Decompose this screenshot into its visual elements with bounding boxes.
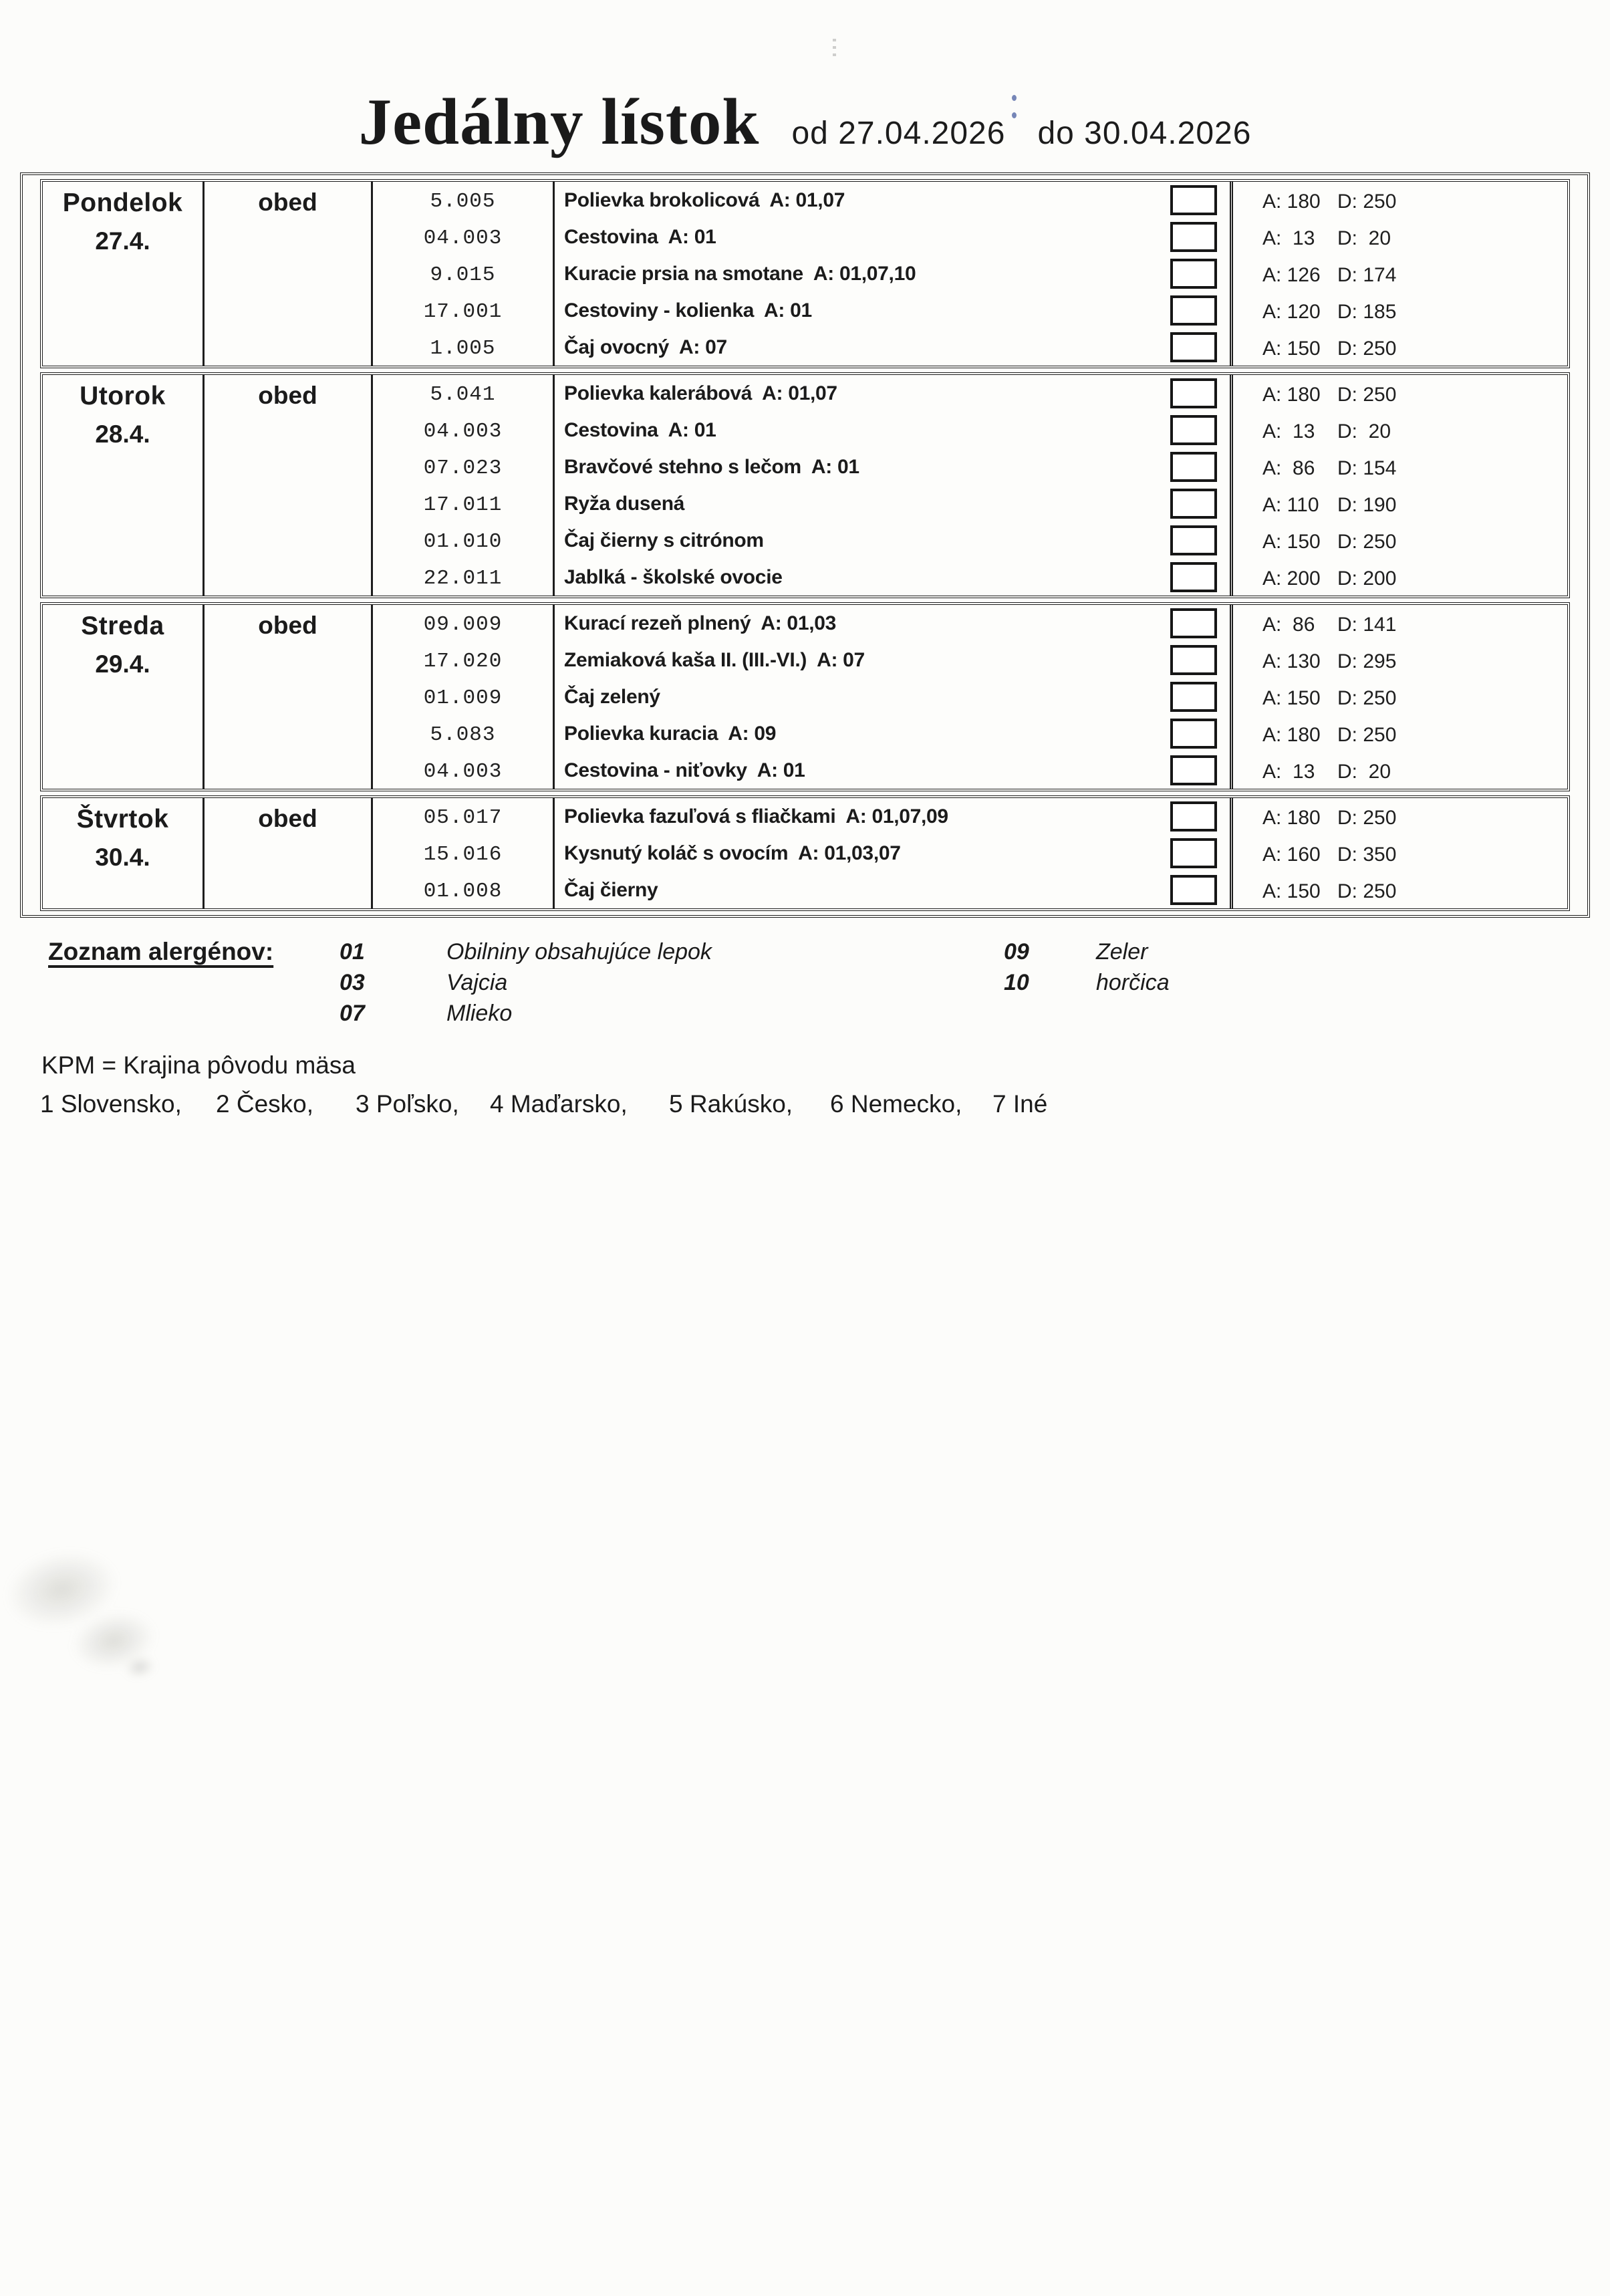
- allergen-code: 07: [340, 1001, 365, 1026]
- page-title: Jedálny lístok: [358, 86, 760, 158]
- portion-d: D: 250: [1337, 190, 1397, 213]
- day-name: Štvrtok: [76, 805, 169, 834]
- checkbox-cell: [1158, 449, 1230, 485]
- day-name: Pondelok: [62, 188, 183, 217]
- dish-name: Čaj zelený: [564, 686, 660, 708]
- dish-code: 04.003: [373, 752, 555, 789]
- allergen-name: Mlieko: [446, 1001, 513, 1026]
- day-cell: [43, 182, 205, 366]
- menu-table: [20, 172, 1590, 918]
- portion-d: D: 190: [1337, 494, 1397, 516]
- portion-cell: [1230, 255, 1567, 292]
- meal-label: obed: [258, 805, 317, 832]
- portion-d: D: 250: [1337, 724, 1397, 746]
- day-block: [40, 795, 1570, 911]
- checkbox-cell: [1158, 678, 1230, 715]
- portion-cell: [1230, 752, 1567, 789]
- kpm-legend: KPM = Krajina pôvodu mäsa: [41, 1051, 356, 1079]
- day-date: 30.4.: [95, 844, 150, 871]
- portion-cell: [1230, 835, 1567, 872]
- portion-a: A: 126: [1262, 264, 1321, 286]
- checkbox-cell: [1158, 798, 1230, 835]
- allergen-name: Vajcia: [446, 970, 508, 995]
- portion-a: A: 180: [1262, 190, 1321, 213]
- portion-d: D: 250: [1337, 338, 1397, 360]
- portion-checkbox: [1170, 415, 1217, 445]
- meal-cell: [205, 375, 373, 596]
- portion-d: D: 20: [1337, 420, 1391, 442]
- portion-checkbox: [1170, 719, 1217, 749]
- dish-code: 04.003: [373, 219, 555, 255]
- dish-code: 05.017: [373, 798, 555, 835]
- checkbox-cell: [1158, 605, 1230, 642]
- portion-checkbox: [1170, 608, 1217, 638]
- portion-checkbox: [1170, 489, 1217, 519]
- date-range-to: do 30.04.2026: [1037, 116, 1252, 151]
- portion-a: A: 150: [1262, 880, 1321, 902]
- ink-speck: [1011, 92, 1017, 123]
- dish-code: 09.009: [373, 605, 555, 642]
- dish-name: Čaj čierny s citrónom: [564, 529, 764, 551]
- allergen-name: horčica: [1096, 970, 1170, 995]
- dish-code: 01.008: [373, 872, 555, 908]
- portion-cell: [1230, 642, 1567, 678]
- portion-d: D: 141: [1337, 614, 1397, 636]
- portion-d: D: 200: [1337, 567, 1397, 590]
- dish-code: 1.005: [373, 329, 555, 366]
- dish-code: 17.011: [373, 485, 555, 522]
- portion-d: D: 185: [1337, 301, 1397, 323]
- portion-a: A: 180: [1262, 724, 1321, 746]
- portion-checkbox: [1170, 332, 1217, 362]
- dish-name: Cestovina - niťovky A: 01: [564, 759, 805, 781]
- portion-a: A: 150: [1262, 531, 1321, 553]
- portion-a: A: 180: [1262, 384, 1321, 406]
- day-name: Streda: [81, 612, 164, 640]
- day-date: 27.4.: [95, 227, 150, 255]
- dish-name: Ryža dusená: [564, 493, 685, 515]
- day-block: [40, 372, 1570, 598]
- checkbox-cell: [1158, 219, 1230, 255]
- portion-cell: [1230, 412, 1567, 449]
- portion-a: A: 120: [1262, 301, 1321, 323]
- day-name: Utorok: [80, 382, 166, 410]
- checkbox-cell: [1158, 182, 1230, 219]
- allergen-name: Obilniny obsahujúce lepok: [446, 939, 712, 965]
- portion-checkbox: [1170, 378, 1217, 408]
- checkbox-cell: [1158, 559, 1230, 596]
- dish-code: 17.001: [373, 292, 555, 329]
- portion-cell: [1230, 292, 1567, 329]
- dish-name: Polievka fazuľová s fliačkami A: 01,07,09: [564, 805, 948, 827]
- checkbox-cell: [1158, 375, 1230, 412]
- portion-checkbox: [1170, 452, 1217, 482]
- country-item: 6 Nemecko,: [830, 1090, 962, 1118]
- portion-checkbox: [1170, 525, 1217, 555]
- dish-code: 5.041: [373, 375, 555, 412]
- portion-d: D: 250: [1337, 531, 1397, 553]
- country-item: 4 Maďarsko,: [490, 1090, 628, 1118]
- scan-smudge: [0, 1505, 203, 1717]
- portion-d: D: 250: [1337, 687, 1397, 709]
- allergen-section: [0, 935, 1610, 1042]
- portion-cell: [1230, 485, 1567, 522]
- portion-d: D: 20: [1337, 761, 1391, 783]
- portion-cell: [1230, 678, 1567, 715]
- dish-name: Čaj ovocný A: 07: [564, 336, 727, 358]
- dish-name: Kurací rezeň plnený A: 01,03: [564, 612, 837, 634]
- checkbox-cell: [1158, 835, 1230, 872]
- portion-a: A: 160: [1262, 844, 1321, 866]
- day-cell: [43, 375, 205, 596]
- portion-cell: [1230, 715, 1567, 752]
- portion-cell: [1230, 182, 1567, 219]
- portion-checkbox: [1170, 838, 1217, 868]
- portion-d: D: 295: [1337, 650, 1397, 672]
- portion-a: A: 180: [1262, 807, 1321, 829]
- page-footer: [0, 1051, 1610, 1138]
- portion-d: D: 250: [1337, 384, 1397, 406]
- date-range-from: od 27.04.2026: [791, 116, 1006, 151]
- portion-checkbox: [1170, 682, 1217, 712]
- portion-d: D: 350: [1337, 844, 1397, 866]
- dish-name: Zemiaková kaša II. (III.-VI.) A: 07: [564, 649, 865, 671]
- portion-a: A: 13: [1262, 761, 1315, 783]
- meal-cell: [205, 605, 373, 789]
- dish-code: 17.020: [373, 642, 555, 678]
- portion-d: D: 250: [1337, 807, 1397, 829]
- portion-a: A: 13: [1262, 227, 1315, 249]
- day-block: [40, 602, 1570, 791]
- portion-checkbox: [1170, 185, 1217, 215]
- portion-cell: [1230, 329, 1567, 366]
- page-header: [0, 0, 1610, 168]
- dish-code: 5.005: [373, 182, 555, 219]
- portion-cell: [1230, 872, 1567, 908]
- portion-cell: [1230, 219, 1567, 255]
- day-block: [40, 179, 1570, 368]
- dish-code: 07.023: [373, 449, 555, 485]
- dish-code: 5.083: [373, 715, 555, 752]
- country-item: 7 Iné: [992, 1090, 1048, 1118]
- dish-name: Cestovina A: 01: [564, 226, 716, 248]
- country-item: 3 Poľsko,: [356, 1090, 459, 1118]
- portion-cell: [1230, 605, 1567, 642]
- meal-label: obed: [258, 612, 317, 639]
- portion-checkbox: [1170, 875, 1217, 905]
- checkbox-cell: [1158, 522, 1230, 559]
- day-cell: [43, 798, 205, 908]
- portion-d: D: 20: [1337, 227, 1391, 249]
- portion-cell: [1230, 559, 1567, 596]
- meal-label: obed: [258, 188, 317, 216]
- dish-code: 15.016: [373, 835, 555, 872]
- day-date: 28.4.: [95, 420, 150, 448]
- checkbox-cell: [1158, 329, 1230, 366]
- checkbox-cell: [1158, 485, 1230, 522]
- portion-checkbox: [1170, 755, 1217, 785]
- checkbox-cell: [1158, 412, 1230, 449]
- dish-code: 04.003: [373, 412, 555, 449]
- dish-name: Kuracie prsia na smotane A: 01,07,10: [564, 263, 916, 285]
- portion-cell: [1230, 449, 1567, 485]
- portion-checkbox: [1170, 259, 1217, 289]
- allergen-heading: Zoznam alergénov:: [48, 938, 274, 965]
- allergen-code: 10: [1004, 970, 1029, 995]
- portion-a: A: 13: [1262, 420, 1315, 442]
- meal-cell: [205, 798, 373, 908]
- day-date: 29.4.: [95, 650, 150, 678]
- dish-name: Bravčové stehno s lečom A: 01: [564, 456, 859, 478]
- portion-cell: [1230, 375, 1567, 412]
- portion-a: A: 86: [1262, 457, 1315, 479]
- portion-d: D: 174: [1337, 264, 1397, 286]
- dish-name: Cestovina A: 01: [564, 419, 716, 441]
- allergen-code: 09: [1004, 939, 1029, 965]
- allergen-code: 03: [340, 970, 365, 995]
- allergen-name: Zeler: [1096, 939, 1148, 965]
- country-item: 5 Rakúsko,: [669, 1090, 793, 1118]
- dish-name: Polievka brokolicová A: 01,07: [564, 189, 845, 211]
- dish-code: 01.009: [373, 678, 555, 715]
- checkbox-cell: [1158, 715, 1230, 752]
- portion-checkbox: [1170, 645, 1217, 675]
- checkbox-cell: [1158, 255, 1230, 292]
- allergen-code: 01: [340, 939, 365, 965]
- dish-code: 01.010: [373, 522, 555, 559]
- country-item: 2 Česko,: [216, 1090, 314, 1118]
- dish-code: 9.015: [373, 255, 555, 292]
- dish-name: Cestoviny - kolienka A: 01: [564, 299, 812, 322]
- checkbox-cell: [1158, 642, 1230, 678]
- portion-checkbox: [1170, 222, 1217, 252]
- meal-cell: [205, 182, 373, 366]
- portion-a: A: 86: [1262, 614, 1315, 636]
- checkbox-cell: [1158, 872, 1230, 908]
- checkbox-cell: [1158, 752, 1230, 789]
- portion-a: A: 150: [1262, 338, 1321, 360]
- dish-code: 22.011: [373, 559, 555, 596]
- portion-cell: [1230, 522, 1567, 559]
- portion-a: A: 130: [1262, 650, 1321, 672]
- portion-a: A: 200: [1262, 567, 1321, 590]
- portion-a: A: 150: [1262, 687, 1321, 709]
- meal-label: obed: [258, 382, 317, 409]
- country-item: 1 Slovensko,: [40, 1090, 182, 1118]
- portion-cell: [1230, 798, 1567, 835]
- portion-checkbox: [1170, 295, 1217, 326]
- dish-name: Kysnutý koláč s ovocím A: 01,03,07: [564, 842, 901, 864]
- dish-name: Čaj čierny: [564, 879, 658, 901]
- portion-checkbox: [1170, 801, 1217, 832]
- portion-d: D: 154: [1337, 457, 1397, 479]
- day-cell: [43, 605, 205, 789]
- portion-d: D: 250: [1337, 880, 1397, 902]
- dish-name: Polievka kuracia A: 09: [564, 723, 777, 745]
- dish-name: Jablká - školské ovocie: [564, 566, 783, 588]
- checkbox-cell: [1158, 292, 1230, 329]
- portion-checkbox: [1170, 562, 1217, 592]
- portion-a: A: 110: [1262, 494, 1319, 516]
- dish-name: Polievka kalerábová A: 01,07: [564, 382, 837, 404]
